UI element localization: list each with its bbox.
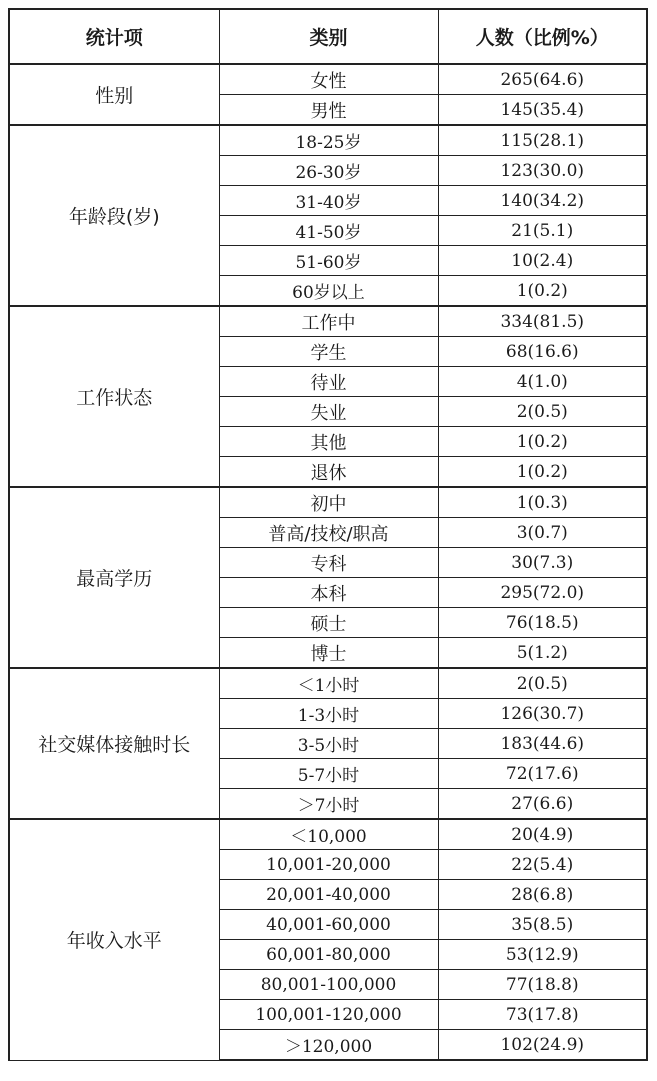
category-cell: 其他	[219, 427, 438, 457]
category-cell: 1-3小时	[219, 699, 438, 729]
count-cell: 4(1.0)	[438, 367, 647, 397]
count-cell: 295(72.0)	[438, 578, 647, 608]
count-cell: 2(0.5)	[438, 668, 647, 699]
count-cell: 28(6.8)	[438, 880, 647, 910]
category-cell: 本科	[219, 578, 438, 608]
category-cell: 专科	[219, 548, 438, 578]
category-cell: 3-5小时	[219, 729, 438, 759]
header-row	[9, 9, 647, 64]
count-cell: 21(5.1)	[438, 216, 647, 246]
count-cell: 27(6.6)	[438, 789, 647, 820]
count-cell: 35(8.5)	[438, 910, 647, 940]
category-cell: 20,001-40,000	[219, 880, 438, 910]
category-cell: 博士	[219, 638, 438, 669]
category-cell: ＜1小时	[219, 668, 438, 699]
category-cell: ＜10,000	[219, 819, 438, 850]
table-row	[9, 125, 647, 156]
count-cell: 123(30.0)	[438, 156, 647, 186]
count-cell: 2(0.5)	[438, 397, 647, 427]
category-cell: 51-60岁	[219, 246, 438, 276]
category-cell: ＞120,000	[219, 1030, 438, 1061]
count-cell: 5(1.2)	[438, 638, 647, 669]
group-label: 最高学历	[9, 487, 219, 668]
table-row	[9, 487, 647, 518]
demographics-table	[8, 8, 648, 1061]
category-cell: 10,001-20,000	[219, 850, 438, 880]
group-label: 年收入水平	[9, 819, 219, 1060]
header-category: 类别	[219, 9, 438, 64]
category-cell: 40,001-60,000	[219, 910, 438, 940]
count-cell: 68(16.6)	[438, 337, 647, 367]
count-cell: 126(30.7)	[438, 699, 647, 729]
group-label: 工作状态	[9, 306, 219, 487]
category-cell: 18-25岁	[219, 125, 438, 156]
table-header	[9, 9, 647, 64]
category-cell: 硕士	[219, 608, 438, 638]
count-cell: 183(44.6)	[438, 729, 647, 759]
count-cell: 102(24.9)	[438, 1030, 647, 1061]
count-cell: 20(4.9)	[438, 819, 647, 850]
table-row	[9, 819, 647, 850]
category-cell: 女性	[219, 64, 438, 95]
category-cell: 5-7小时	[219, 759, 438, 789]
category-cell: 待业	[219, 367, 438, 397]
count-cell: 1(0.2)	[438, 457, 647, 488]
category-cell: 100,001-120,000	[219, 1000, 438, 1030]
category-cell: 工作中	[219, 306, 438, 337]
count-cell: 10(2.4)	[438, 246, 647, 276]
count-cell: 1(0.3)	[438, 487, 647, 518]
table-body	[9, 64, 647, 1060]
count-cell: 1(0.2)	[438, 427, 647, 457]
category-cell: 失业	[219, 397, 438, 427]
count-cell: 265(64.6)	[438, 64, 647, 95]
group-label: 社交媒体接触时长	[9, 668, 219, 819]
category-cell: 初中	[219, 487, 438, 518]
group-label: 年龄段(岁)	[9, 125, 219, 306]
category-cell: 退休	[219, 457, 438, 488]
category-cell: 31-40岁	[219, 186, 438, 216]
count-cell: 53(12.9)	[438, 940, 647, 970]
table-row	[9, 668, 647, 699]
group-label: 性别	[9, 64, 219, 125]
count-cell: 72(17.6)	[438, 759, 647, 789]
category-cell: ＞7小时	[219, 789, 438, 820]
category-cell: 60岁以上	[219, 276, 438, 307]
header-count: 人数（比例%）	[438, 9, 647, 64]
count-cell: 3(0.7)	[438, 518, 647, 548]
header-item: 统计项	[9, 9, 219, 64]
count-cell: 145(35.4)	[438, 95, 647, 126]
count-cell: 77(18.8)	[438, 970, 647, 1000]
category-cell: 60,001-80,000	[219, 940, 438, 970]
table-row	[9, 306, 647, 337]
count-cell: 22(5.4)	[438, 850, 647, 880]
count-cell: 334(81.5)	[438, 306, 647, 337]
count-cell: 115(28.1)	[438, 125, 647, 156]
category-cell: 男性	[219, 95, 438, 126]
count-cell: 140(34.2)	[438, 186, 647, 216]
count-cell: 1(0.2)	[438, 276, 647, 307]
category-cell: 普高/技校/职高	[219, 518, 438, 548]
category-cell: 学生	[219, 337, 438, 367]
count-cell: 73(17.8)	[438, 1000, 647, 1030]
count-cell: 30(7.3)	[438, 548, 647, 578]
category-cell: 26-30岁	[219, 156, 438, 186]
category-cell: 80,001-100,000	[219, 970, 438, 1000]
count-cell: 76(18.5)	[438, 608, 647, 638]
category-cell: 41-50岁	[219, 216, 438, 246]
table-row	[9, 64, 647, 95]
